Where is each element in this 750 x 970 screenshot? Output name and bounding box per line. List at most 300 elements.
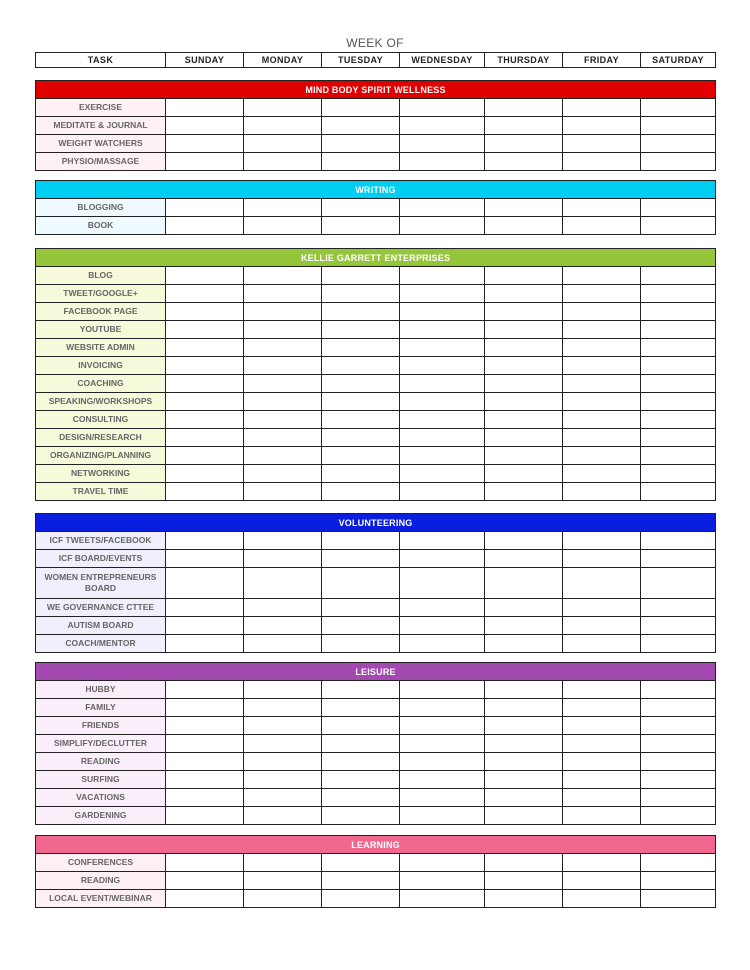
day-cell-tuesday[interactable] (322, 483, 400, 501)
task-row (36, 411, 716, 429)
day-cell-thursday[interactable] (485, 199, 563, 217)
day-cell-friday[interactable] (563, 483, 641, 501)
day-cell-saturday[interactable] (641, 447, 716, 465)
day-cell-friday[interactable] (563, 789, 641, 807)
day-cell-sunday[interactable] (166, 411, 244, 429)
day-cell-friday[interactable] (563, 153, 641, 171)
task-row (36, 447, 716, 465)
day-cell-saturday[interactable] (641, 339, 716, 357)
task-label: FRIENDS (36, 717, 166, 735)
day-cell-wednesday[interactable] (400, 635, 485, 653)
day-cell-tuesday[interactable] (322, 199, 400, 217)
day-cell-thursday[interactable] (485, 375, 563, 393)
section-leisure (35, 662, 716, 825)
day-cell-tuesday[interactable] (322, 357, 400, 375)
day-cell-sunday[interactable] (166, 568, 244, 599)
day-cell-thursday[interactable] (485, 285, 563, 303)
task-label: HUBBY (36, 681, 166, 699)
task-label: WEBSITE ADMIN (36, 339, 166, 357)
day-cell-tuesday[interactable] (322, 532, 400, 550)
day-cell-tuesday[interactable] (322, 465, 400, 483)
day-cell-thursday[interactable] (485, 303, 563, 321)
day-cell-thursday[interactable] (485, 789, 563, 807)
day-cell-thursday[interactable] (485, 411, 563, 429)
day-cell-monday[interactable] (244, 771, 322, 789)
day-cell-thursday[interactable] (485, 217, 563, 235)
task-row (36, 217, 716, 235)
day-cell-monday[interactable] (244, 217, 322, 235)
day-cell-sunday[interactable] (166, 339, 244, 357)
day-cell-wednesday[interactable] (400, 789, 485, 807)
task-label: BLOGGING (36, 199, 166, 217)
day-cell-monday[interactable] (244, 393, 322, 411)
day-cell-sunday[interactable] (166, 117, 244, 135)
task-row (36, 789, 716, 807)
day-cell-monday[interactable] (244, 681, 322, 699)
day-cell-wednesday[interactable] (400, 321, 485, 339)
day-cell-monday[interactable] (244, 699, 322, 717)
day-cell-friday[interactable] (563, 872, 641, 890)
day-cell-thursday[interactable] (485, 153, 563, 171)
day-cell-wednesday[interactable] (400, 617, 485, 635)
day-cell-saturday[interactable] (641, 393, 716, 411)
day-cell-tuesday[interactable] (322, 550, 400, 568)
day-cell-friday[interactable] (563, 339, 641, 357)
day-cell-wednesday[interactable] (400, 717, 485, 735)
day-cell-wednesday[interactable] (400, 699, 485, 717)
day-cell-tuesday[interactable] (322, 872, 400, 890)
day-cell-friday[interactable] (563, 771, 641, 789)
day-cell-tuesday[interactable] (322, 285, 400, 303)
task-row (36, 99, 716, 117)
day-cell-tuesday[interactable] (322, 699, 400, 717)
day-cell-tuesday[interactable] (322, 890, 400, 908)
day-cell-saturday[interactable] (641, 321, 716, 339)
day-cell-thursday[interactable] (485, 447, 563, 465)
week-of-label: WEEK OF (346, 36, 404, 50)
day-cell-monday[interactable] (244, 135, 322, 153)
day-cell-thursday[interactable] (485, 393, 563, 411)
day-cell-friday[interactable] (563, 321, 641, 339)
section-kellie-garrett-enterprises (35, 248, 716, 501)
day-cell-wednesday[interactable] (400, 135, 485, 153)
day-cell-thursday[interactable] (485, 117, 563, 135)
day-cell-sunday[interactable] (166, 393, 244, 411)
day-cell-thursday[interactable] (485, 339, 563, 357)
task-label: WEIGHT WATCHERS (36, 135, 166, 153)
day-cell-monday[interactable] (244, 429, 322, 447)
column-header-wednesday: WEDNESDAY (400, 53, 485, 68)
column-header-thursday: THURSDAY (485, 53, 563, 68)
day-cell-sunday[interactable] (166, 635, 244, 653)
day-cell-friday[interactable] (563, 429, 641, 447)
day-cell-thursday[interactable] (485, 599, 563, 617)
task-label: READING (36, 872, 166, 890)
day-cell-monday[interactable] (244, 321, 322, 339)
day-cell-wednesday[interactable] (400, 357, 485, 375)
day-cell-saturday[interactable] (641, 217, 716, 235)
day-cell-monday[interactable] (244, 872, 322, 890)
day-cell-monday[interactable] (244, 375, 322, 393)
day-cell-sunday[interactable] (166, 681, 244, 699)
day-cell-thursday[interactable] (485, 568, 563, 599)
day-cell-thursday[interactable] (485, 771, 563, 789)
day-cell-tuesday[interactable] (322, 681, 400, 699)
day-cell-thursday[interactable] (485, 735, 563, 753)
day-cell-thursday[interactable] (485, 135, 563, 153)
day-cell-wednesday[interactable] (400, 199, 485, 217)
day-cell-monday[interactable] (244, 854, 322, 872)
day-cell-wednesday[interactable] (400, 872, 485, 890)
day-cell-friday[interactable] (563, 532, 641, 550)
day-cell-thursday[interactable] (485, 699, 563, 717)
day-cell-sunday[interactable] (166, 303, 244, 321)
day-cell-friday[interactable] (563, 599, 641, 617)
task-label: BLOG (36, 267, 166, 285)
day-cell-sunday[interactable] (166, 699, 244, 717)
day-cell-saturday[interactable] (641, 483, 716, 501)
task-label: DESIGN/RESEARCH (36, 429, 166, 447)
day-cell-thursday[interactable] (485, 532, 563, 550)
day-cell-friday[interactable] (563, 199, 641, 217)
day-cell-thursday[interactable] (485, 429, 563, 447)
day-cell-tuesday[interactable] (322, 753, 400, 771)
task-row (36, 735, 716, 753)
section-title: LEARNING (36, 836, 716, 854)
day-cell-saturday[interactable] (641, 532, 716, 550)
day-cell-tuesday[interactable] (322, 411, 400, 429)
day-cell-friday[interactable] (563, 357, 641, 375)
day-cell-thursday[interactable] (485, 872, 563, 890)
day-cell-sunday[interactable] (166, 617, 244, 635)
day-cell-friday[interactable] (563, 447, 641, 465)
day-cell-wednesday[interactable] (400, 465, 485, 483)
day-cell-thursday[interactable] (485, 854, 563, 872)
day-cell-sunday[interactable] (166, 550, 244, 568)
day-cell-thursday[interactable] (485, 890, 563, 908)
day-cell-saturday[interactable] (641, 465, 716, 483)
day-cell-tuesday[interactable] (322, 599, 400, 617)
task-label: NETWORKING (36, 465, 166, 483)
task-label: ORGANIZING/PLANNING (36, 447, 166, 465)
day-cell-friday[interactable] (563, 99, 641, 117)
task-row (36, 807, 716, 825)
day-cell-monday[interactable] (244, 117, 322, 135)
day-cell-thursday[interactable] (485, 99, 563, 117)
day-cell-wednesday[interactable] (400, 285, 485, 303)
day-cell-saturday[interactable] (641, 199, 716, 217)
day-cell-wednesday[interactable] (400, 217, 485, 235)
day-cell-wednesday[interactable] (400, 411, 485, 429)
day-cell-tuesday[interactable] (322, 217, 400, 235)
day-cell-tuesday[interactable] (322, 854, 400, 872)
day-cell-wednesday[interactable] (400, 568, 485, 599)
day-cell-monday[interactable] (244, 99, 322, 117)
day-cell-sunday[interactable] (166, 429, 244, 447)
day-cell-saturday[interactable] (641, 854, 716, 872)
day-cell-wednesday[interactable] (400, 117, 485, 135)
task-label: MEDITATE & JOURNAL (36, 117, 166, 135)
day-cell-sunday[interactable] (166, 99, 244, 117)
day-cell-tuesday[interactable] (322, 429, 400, 447)
day-cell-tuesday[interactable] (322, 339, 400, 357)
day-cell-sunday[interactable] (166, 217, 244, 235)
day-cell-thursday[interactable] (485, 483, 563, 501)
task-row (36, 635, 716, 653)
day-cell-wednesday[interactable] (400, 153, 485, 171)
day-cell-tuesday[interactable] (322, 117, 400, 135)
day-cell-monday[interactable] (244, 635, 322, 653)
day-cell-saturday[interactable] (641, 735, 716, 753)
day-cell-tuesday[interactable] (322, 568, 400, 599)
day-cell-friday[interactable] (563, 135, 641, 153)
task-label: TWEET/GOOGLE+ (36, 285, 166, 303)
day-cell-friday[interactable] (563, 890, 641, 908)
day-cell-saturday[interactable] (641, 699, 716, 717)
day-cell-saturday[interactable] (641, 771, 716, 789)
task-label: ICF BOARD/EVENTS (36, 550, 166, 568)
day-cell-friday[interactable] (563, 117, 641, 135)
day-cell-sunday[interactable] (166, 807, 244, 825)
day-cell-monday[interactable] (244, 807, 322, 825)
day-cell-wednesday[interactable] (400, 532, 485, 550)
task-label: COACH/MENTOR (36, 635, 166, 653)
day-cell-wednesday[interactable] (400, 753, 485, 771)
day-cell-sunday[interactable] (166, 872, 244, 890)
day-cell-saturday[interactable] (641, 411, 716, 429)
day-cell-monday[interactable] (244, 153, 322, 171)
day-cell-tuesday[interactable] (322, 447, 400, 465)
task-label: SPEAKING/WORKSHOPS (36, 393, 166, 411)
day-cell-saturday[interactable] (641, 753, 716, 771)
day-cell-sunday[interactable] (166, 447, 244, 465)
day-cell-wednesday[interactable] (400, 303, 485, 321)
day-cell-thursday[interactable] (485, 357, 563, 375)
task-row (36, 771, 716, 789)
day-cell-wednesday[interactable] (400, 771, 485, 789)
day-cell-saturday[interactable] (641, 267, 716, 285)
day-cell-saturday[interactable] (641, 872, 716, 890)
day-cell-monday[interactable] (244, 267, 322, 285)
day-cell-monday[interactable] (244, 568, 322, 599)
day-cell-saturday[interactable] (641, 429, 716, 447)
day-cell-thursday[interactable] (485, 753, 563, 771)
day-cell-friday[interactable] (563, 550, 641, 568)
day-cell-sunday[interactable] (166, 483, 244, 501)
day-cell-sunday[interactable] (166, 717, 244, 735)
task-row (36, 699, 716, 717)
day-cell-wednesday[interactable] (400, 267, 485, 285)
day-cell-saturday[interactable] (641, 375, 716, 393)
day-cell-monday[interactable] (244, 717, 322, 735)
day-cell-sunday[interactable] (166, 135, 244, 153)
day-cell-sunday[interactable] (166, 789, 244, 807)
day-cell-thursday[interactable] (485, 617, 563, 635)
section-mind-body-spirit-wellness (35, 80, 716, 171)
day-cell-tuesday[interactable] (322, 153, 400, 171)
day-cell-wednesday[interactable] (400, 854, 485, 872)
column-header-saturday: SATURDAY (641, 53, 716, 68)
day-cell-saturday[interactable] (641, 153, 716, 171)
day-cell-tuesday[interactable] (322, 99, 400, 117)
day-cell-monday[interactable] (244, 617, 322, 635)
task-row (36, 357, 716, 375)
day-cell-monday[interactable] (244, 357, 322, 375)
day-cell-saturday[interactable] (641, 117, 716, 135)
day-cell-saturday[interactable] (641, 717, 716, 735)
day-cell-friday[interactable] (563, 717, 641, 735)
task-row (36, 483, 716, 501)
day-cell-friday[interactable] (563, 617, 641, 635)
day-cell-saturday[interactable] (641, 635, 716, 653)
day-cell-tuesday[interactable] (322, 771, 400, 789)
day-cell-monday[interactable] (244, 890, 322, 908)
day-cell-wednesday[interactable] (400, 99, 485, 117)
day-cell-saturday[interactable] (641, 285, 716, 303)
section-writing (35, 180, 716, 235)
day-cell-friday[interactable] (563, 699, 641, 717)
day-cell-thursday[interactable] (485, 681, 563, 699)
day-cell-sunday[interactable] (166, 771, 244, 789)
day-cell-monday[interactable] (244, 411, 322, 429)
day-cell-friday[interactable] (563, 285, 641, 303)
day-cell-wednesday[interactable] (400, 890, 485, 908)
day-cell-wednesday[interactable] (400, 483, 485, 501)
day-cell-friday[interactable] (563, 375, 641, 393)
day-cell-tuesday[interactable] (322, 267, 400, 285)
day-cell-saturday[interactable] (641, 99, 716, 117)
day-cell-friday[interactable] (563, 411, 641, 429)
day-cell-monday[interactable] (244, 599, 322, 617)
day-cell-monday[interactable] (244, 789, 322, 807)
day-cell-sunday[interactable] (166, 153, 244, 171)
day-cell-wednesday[interactable] (400, 447, 485, 465)
task-row (36, 199, 716, 217)
day-cell-thursday[interactable] (485, 550, 563, 568)
day-cell-saturday[interactable] (641, 303, 716, 321)
day-cell-thursday[interactable] (485, 717, 563, 735)
day-cell-monday[interactable] (244, 285, 322, 303)
day-cell-friday[interactable] (563, 807, 641, 825)
day-cell-thursday[interactable] (485, 465, 563, 483)
day-cell-tuesday[interactable] (322, 135, 400, 153)
day-cell-friday[interactable] (563, 568, 641, 599)
day-cell-tuesday[interactable] (322, 617, 400, 635)
day-cell-monday[interactable] (244, 465, 322, 483)
day-cell-monday[interactable] (244, 483, 322, 501)
task-label: ICF TWEETS/FACEBOOK (36, 532, 166, 550)
day-cell-friday[interactable] (563, 753, 641, 771)
day-cell-tuesday[interactable] (322, 635, 400, 653)
day-cell-friday[interactable] (563, 217, 641, 235)
day-cell-wednesday[interactable] (400, 599, 485, 617)
day-cell-saturday[interactable] (641, 599, 716, 617)
task-row (36, 303, 716, 321)
day-cell-thursday[interactable] (485, 635, 563, 653)
day-cell-friday[interactable] (563, 681, 641, 699)
day-cell-friday[interactable] (563, 735, 641, 753)
day-cell-sunday[interactable] (166, 321, 244, 339)
day-cell-sunday[interactable] (166, 267, 244, 285)
day-cell-tuesday[interactable] (322, 321, 400, 339)
day-cell-wednesday[interactable] (400, 807, 485, 825)
task-label: INVOICING (36, 357, 166, 375)
day-cell-monday[interactable] (244, 339, 322, 357)
day-cell-sunday[interactable] (166, 375, 244, 393)
day-cell-sunday[interactable] (166, 890, 244, 908)
day-cell-monday[interactable] (244, 532, 322, 550)
day-cell-wednesday[interactable] (400, 550, 485, 568)
day-cell-sunday[interactable] (166, 599, 244, 617)
day-cell-friday[interactable] (563, 635, 641, 653)
day-cell-wednesday[interactable] (400, 375, 485, 393)
day-cell-saturday[interactable] (641, 890, 716, 908)
day-cell-wednesday[interactable] (400, 339, 485, 357)
day-cell-sunday[interactable] (166, 753, 244, 771)
day-cell-thursday[interactable] (485, 807, 563, 825)
day-cell-monday[interactable] (244, 735, 322, 753)
day-cell-tuesday[interactable] (322, 303, 400, 321)
day-cell-tuesday[interactable] (322, 807, 400, 825)
day-cell-saturday[interactable] (641, 550, 716, 568)
day-cell-sunday[interactable] (166, 532, 244, 550)
day-cell-monday[interactable] (244, 447, 322, 465)
day-cell-sunday[interactable] (166, 735, 244, 753)
day-cell-tuesday[interactable] (322, 789, 400, 807)
day-cell-tuesday[interactable] (322, 393, 400, 411)
day-cell-monday[interactable] (244, 303, 322, 321)
day-cell-friday[interactable] (563, 465, 641, 483)
day-cell-thursday[interactable] (485, 267, 563, 285)
day-cell-sunday[interactable] (166, 357, 244, 375)
task-row (36, 872, 716, 890)
task-label: VACATIONS (36, 789, 166, 807)
day-cell-friday[interactable] (563, 393, 641, 411)
day-cell-sunday[interactable] (166, 285, 244, 303)
day-cell-saturday[interactable] (641, 789, 716, 807)
day-cell-sunday[interactable] (166, 854, 244, 872)
day-cell-wednesday[interactable] (400, 681, 485, 699)
day-cell-thursday[interactable] (485, 321, 563, 339)
day-cell-friday[interactable] (563, 854, 641, 872)
day-cell-tuesday[interactable] (322, 375, 400, 393)
day-cell-wednesday[interactable] (400, 429, 485, 447)
column-header-monday: MONDAY (244, 53, 322, 68)
day-cell-saturday[interactable] (641, 135, 716, 153)
task-row (36, 135, 716, 153)
day-cell-friday[interactable] (563, 303, 641, 321)
day-cell-tuesday[interactable] (322, 735, 400, 753)
day-cell-saturday[interactable] (641, 807, 716, 825)
task-row (36, 465, 716, 483)
day-cell-saturday[interactable] (641, 681, 716, 699)
day-cell-sunday[interactable] (166, 199, 244, 217)
day-cell-monday[interactable] (244, 199, 322, 217)
day-cell-tuesday[interactable] (322, 717, 400, 735)
day-cell-wednesday[interactable] (400, 393, 485, 411)
task-label: CONSULTING (36, 411, 166, 429)
task-label: GARDENING (36, 807, 166, 825)
task-row (36, 393, 716, 411)
day-cell-monday[interactable] (244, 753, 322, 771)
day-cell-saturday[interactable] (641, 568, 716, 599)
day-cell-sunday[interactable] (166, 465, 244, 483)
day-cell-friday[interactable] (563, 267, 641, 285)
day-cell-saturday[interactable] (641, 617, 716, 635)
day-cell-saturday[interactable] (641, 357, 716, 375)
day-cell-wednesday[interactable] (400, 735, 485, 753)
day-cell-monday[interactable] (244, 550, 322, 568)
